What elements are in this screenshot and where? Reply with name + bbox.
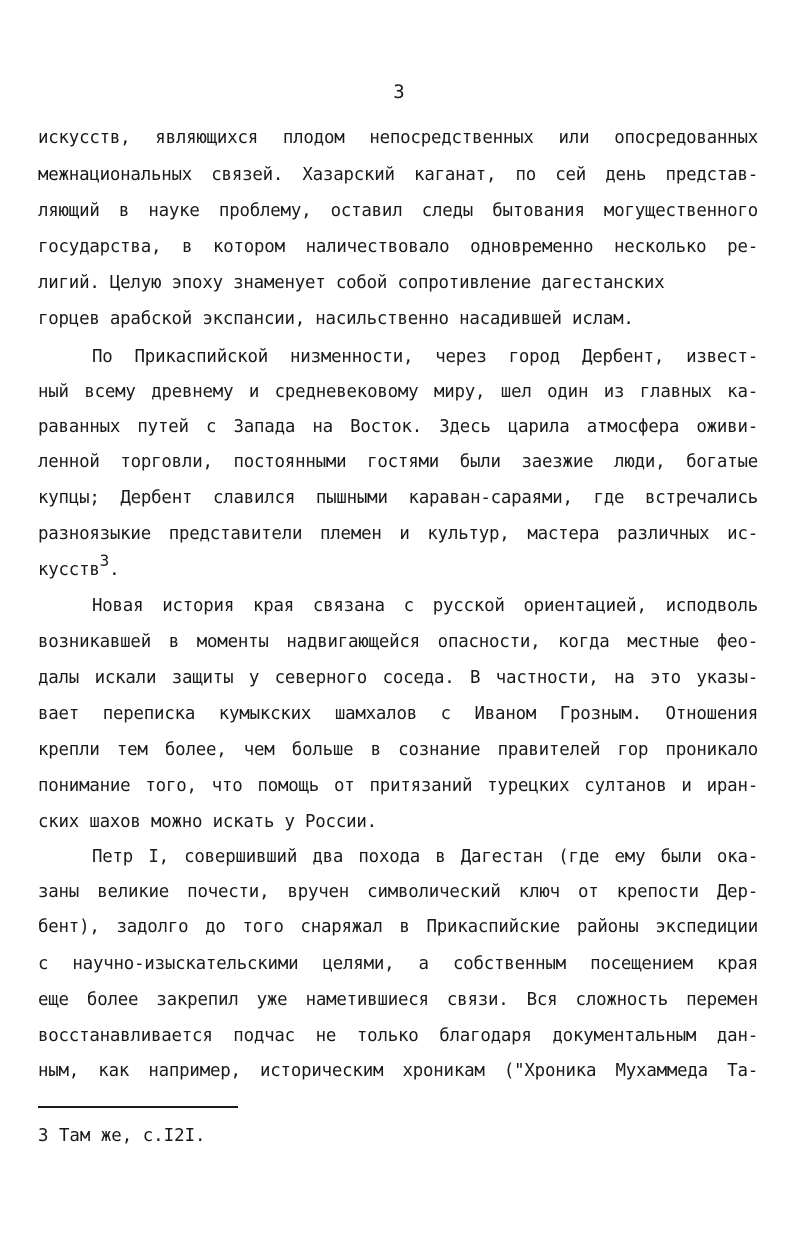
paragraph-2-line-5: купцы; Дербент славился пышными караван-сараями, где встречались <box>38 488 758 508</box>
page-number: 3 <box>393 81 405 103</box>
paragraph-1-line-5: лигий. Целую эпоху знаменует собой сопротивление дагестанских <box>38 273 665 293</box>
paragraph-4-line-3: бент), задолго до того снаряжал в Прикаспийские районы экспедиции <box>38 917 758 937</box>
paragraph-1-line-4: государства, в котором наличествовало одновременно несколько ре- <box>38 237 758 257</box>
paragraph-3-line-7: ских шахов можно искать у России. <box>38 812 377 832</box>
paragraph-2-line-7 <box>38 551 758 582</box>
paragraph-4-line-5: еще более закрепил уже наметившиеся связи. Вся сложность перемен <box>38 990 758 1010</box>
paragraph-3-line-6: понимание того, что помощь от притязаний турецких султанов и иран- <box>38 776 758 796</box>
paragraph-2-line-6: разноязыкие представители племен и культур, мастера различных ис- <box>38 524 758 544</box>
paragraph-4-line-2: заны великие почести, вручен символический ключ от крепости Дер- <box>38 882 758 902</box>
paragraph-2-line-7-tail: . <box>109 560 120 580</box>
footnote-text: 3 Там же, с.I2I. <box>38 1126 206 1146</box>
paragraph-1-line-1: искусств, являющихся плодом непосредственных или опосредованных <box>38 128 758 148</box>
paragraph-2-line-7-text: кусств <box>38 560 100 580</box>
paragraph-4-line-6: восстанавливается подчас не только благодаря документальным дан- <box>38 1026 758 1046</box>
paragraph-3-line-3: далы искали защиты у северного соседа. В частности, на это указы- <box>38 668 758 688</box>
paragraph-3-line-5: крепли тем более, чем больше в сознание правителей гор проникало <box>38 740 758 760</box>
paragraph-2-line-4: ленной торговли, постоянными гостями были заезжие люди, богатые <box>38 452 758 472</box>
paragraph-1-line-3: ляющий в науке проблему, оставил следы бытования могущественного <box>38 201 758 221</box>
paragraph-3-line-1: Новая история края связана с русской ориентацией, исподволь <box>92 596 758 616</box>
paragraph-1-line-2: межнациональных связей. Хазарский каганат, по сей день представ- <box>38 165 758 185</box>
paragraph-4-line-1: Петр I, совершивший два похода в Дагестан (где ему были ока- <box>92 847 758 867</box>
footnote-reference: 3 <box>99 551 110 570</box>
paragraph-1-line-6: горцев арабской экспансии, насильственно насадившей ислам. <box>38 309 634 329</box>
paragraph-4-line-4: с научно-изыскательскими целями, а собственным посещением края <box>38 954 758 974</box>
paragraph-4-line-7: ным, как например, историческим хроникам ("Хроника Мухаммеда Та- <box>38 1061 758 1081</box>
paragraph-3-line-4: вает переписка кумыкских шамхалов с Иваном Грозным. Отношения <box>38 704 758 724</box>
paragraph-3-line-2: возникавшей в моменты надвигающейся опасности, когда местные фео- <box>38 632 758 652</box>
paragraph-2-line-3: раванных путей с Запада на Восток. Здесь царила атмосфера оживи- <box>38 417 758 437</box>
footnote-separator <box>38 1106 238 1108</box>
paragraph-2-line-2: ный всему древнему и средневековому миру, шел один из главных ка- <box>38 382 758 402</box>
paragraph-2-line-1: По Прикаспийской низменности, через город Дербент, извест- <box>92 347 758 367</box>
